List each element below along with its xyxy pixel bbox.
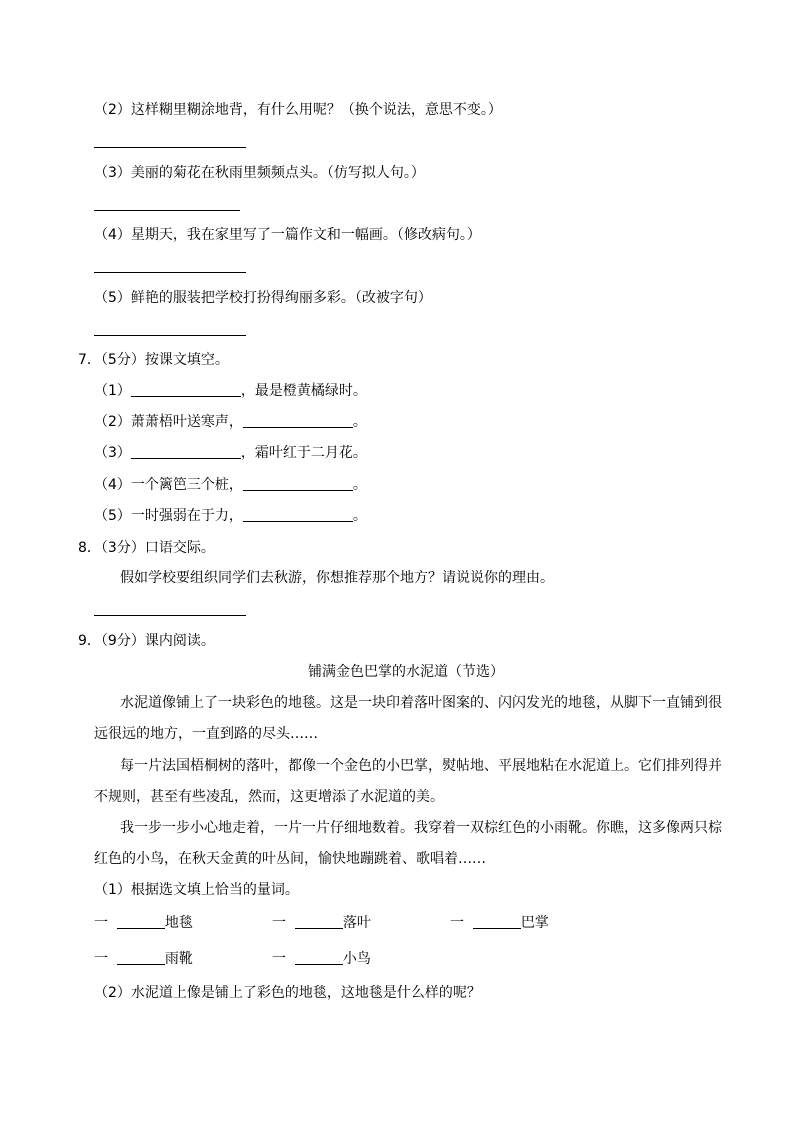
q8-prompt: 假如学校要组织同学们去秋游，你想推荐那个地方？请说说你的理由。: [120, 570, 554, 586]
passage-line: 我一步一步小心地走着，一片一片仔细地数着。我穿着一双棕红色的小雨靴。你瞧，这多像两只棕: [120, 820, 722, 836]
fill-blank[interactable]: [117, 950, 165, 965]
q9-sub2: （2）水泥道上像是铺上了彩色的地毯，这地毯是什么样的呢？: [94, 985, 481, 1001]
q7-item: （1） ，最是橙黄橘绿时。: [94, 383, 367, 399]
fill-blank[interactable]: [473, 914, 521, 929]
q9-sub1: （1）根据选文填上恰当的量词。: [94, 882, 299, 898]
q7-item: （4）一个篱笆三个桩， 。: [94, 477, 367, 493]
passage-title: 铺满金色巴掌的水泥道（节选）: [308, 664, 504, 680]
measure-word-item: 一 雨靴: [94, 951, 193, 967]
answer-line[interactable]: [94, 272, 246, 273]
passage-line: 远很远的地方，一直到路的尽头……: [94, 726, 318, 742]
answer-line[interactable]: [94, 210, 240, 211]
q9-header: 9．（9分）课内阅读。: [78, 633, 215, 649]
q7-item: （5）一时强弱在于力， 。: [94, 508, 367, 524]
q6-item-3: （3）美丽的菊花在秋雨里频频点头。（仿写拟人句。）: [94, 165, 425, 181]
fill-blank[interactable]: [295, 950, 343, 965]
fill-blank[interactable]: [243, 507, 353, 522]
passage-line: 水泥道像铺上了一块彩色的地毯。这是一块印着落叶图案的、闪闪发光的地毯，从脚下一直铺到很: [120, 695, 722, 711]
passage-line: 每一片法国梧桐树的落叶，都像一个金色的小巴掌，熨帖地、平展地粘在水泥道上。它们排列得并: [120, 758, 722, 774]
answer-line[interactable]: [94, 615, 246, 616]
q8-header: 8．（3分）口语交际。: [78, 540, 215, 556]
q7-item: （2）萧萧梧叶送寒声， 。: [94, 414, 367, 430]
answer-line[interactable]: [94, 147, 246, 148]
passage-line: 不规则，甚至有些凌乱，然而，这更增添了水泥道的美。: [94, 789, 444, 805]
q7-header: 7．（5分）按课文填空。: [78, 352, 229, 368]
measure-word-item: 一 小鸟: [272, 951, 371, 967]
measure-word-item: 一 落叶: [272, 915, 371, 931]
fill-blank[interactable]: [243, 413, 353, 428]
measure-word-item: 一 巴掌: [450, 915, 549, 931]
q6-item-5: （5）鲜艳的服装把学校打扮得绚丽多彩。（改被字句）: [94, 290, 432, 306]
measure-word-item: 一 地毯: [94, 915, 193, 931]
fill-blank[interactable]: [243, 476, 353, 491]
fill-blank[interactable]: [295, 914, 343, 929]
passage-line: 红色的小鸟，在秋天金黄的叶丛间，愉快地蹦跳着、歌唱着……: [94, 851, 486, 867]
q7-item: （3） ，霜叶红于二月花。: [94, 445, 367, 461]
fill-blank[interactable]: [131, 444, 241, 459]
answer-line[interactable]: [94, 335, 246, 336]
q6-item-2: （2）这样糊里糊涂地背，有什么用呢？（换个说法，意思不变。）: [94, 102, 502, 118]
fill-blank[interactable]: [131, 382, 241, 397]
fill-blank[interactable]: [117, 914, 165, 929]
q6-item-4: （4）星期天，我在家里写了一篇作文和一幅画。（修改病句。）: [94, 227, 481, 243]
